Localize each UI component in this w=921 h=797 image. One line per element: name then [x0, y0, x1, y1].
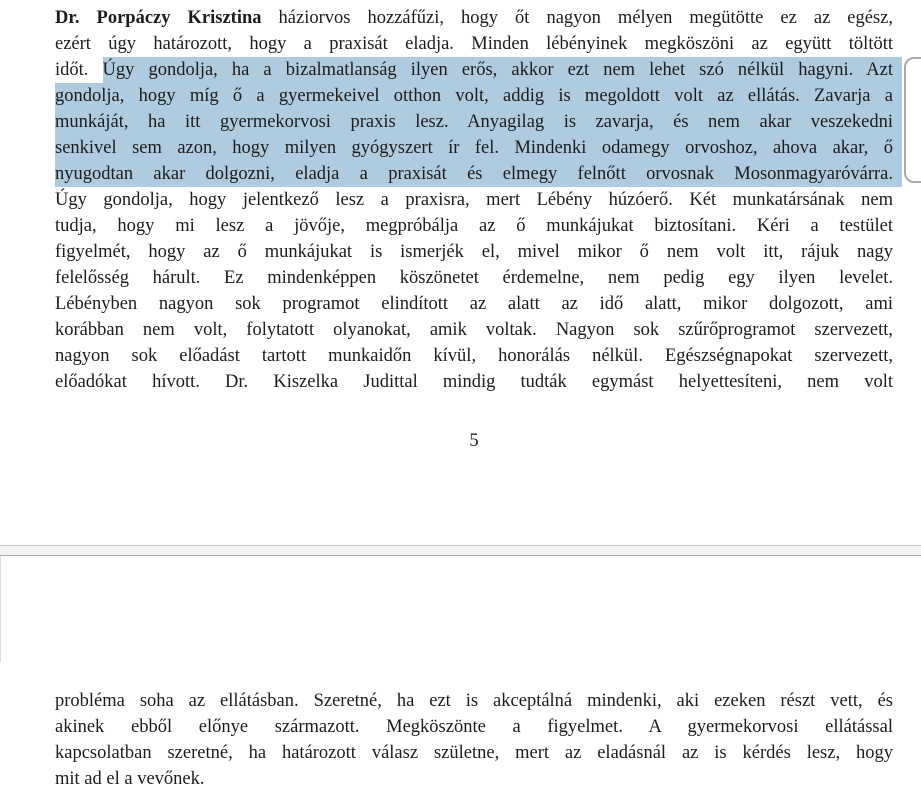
text-line: előadókat hívott. Dr. Kiszelka Judittal mindig tudták egymást helyettesíteni, nem volt: [55, 372, 893, 392]
text-line: [55, 109, 893, 135]
scrollbar-thumb[interactable]: [904, 57, 921, 183]
page6-text-block: [55, 688, 893, 792]
text-line: kapcsolatban szeretné, ha határozott válasz születne, mert az eladásnál az is kérdés lesz, hogy: [55, 743, 893, 763]
text-line: figyelmét, hogy az ő munkájukat is ismerjék el, mivel mikor ő nem volt itt, rájuk nagy: [55, 242, 893, 262]
page-footer: [55, 428, 893, 454]
page-number: 5: [469, 431, 479, 451]
text-line: [55, 83, 893, 109]
text-line: felelősség hárult. Ez mindenképpen köszönetet érdemelne, nem pedig egy ilyen levelet.: [55, 268, 893, 288]
text-line: nagyon sok előadást tartott munkaidőn kívül, honorálás nélkül. Egészségnapokat szervezett,: [55, 346, 893, 366]
text-line: [55, 135, 893, 161]
speaker-name: Dr. Porpáczy Krisztina: [55, 8, 262, 28]
text-line: [55, 161, 893, 187]
text-line: mit ad el a vevőnek.: [55, 769, 205, 789]
text-segment: időt.: [55, 60, 103, 80]
page-separator: [0, 545, 921, 556]
text-line: [55, 5, 893, 31]
selected-text: senkivel sem azon, hogy milyen gyógyszert ír fel. Mindenki odamegy orvoshoz, ahova akar, ő: [55, 135, 893, 161]
page-edge-line: [0, 556, 1, 662]
selected-text: nyugodtan akar dolgozni, eladja a praxisát és elmegy felnőtt orvosnak Mosonmagyaróvárra.: [55, 161, 893, 187]
text-line: probléma soha az ellátásban. Szeretné, ha ezt is akceptálná mindenki, aki ezeken részt vett, és: [55, 691, 893, 711]
text-line: korábban nem volt, folytatott olyanokat, amik voltak. Nagyon sok szűrőprogramot szervezett,: [55, 320, 893, 340]
text-line: [55, 57, 893, 83]
text-line: akinek ebből előnye származott. Megköszönte a figyelmet. A gyermekorvosi ellátással: [55, 717, 893, 737]
text-segment: háziorvos hozzáfűzi, hogy őt nagyon mélyen megütötte ez az egész,: [261, 8, 894, 28]
text-line: ezért úgy határozott, hogy a praxisát eladja. Minden lébényinek megköszöni az együtt töltött: [55, 34, 893, 54]
text-line: Úgy gondolja, hogy jelentkező lesz a praxisra, mert Lébény húzóerő. Két munkatársának nem: [55, 190, 893, 210]
selected-text: munkáját, ha itt gyermekorvosi praxis lesz. Anyagilag is zavarja, és nem akar veszekedni: [55, 109, 893, 135]
text-line: tudja, hogy mi lesz a jövője, megpróbálja az ő munkájukat biztosítani. Kéri a testület: [55, 216, 893, 236]
selected-text: Úgy gondolja, ha a bizalmatlanság ilyen erős, akkor ezt nem lehet szó nélkül hagyni. Azt: [103, 57, 894, 83]
selected-text: gondolja, hogy míg ő a gyermekeivel otthon volt, addig is megoldott volt az ellátás. Zavarja a: [55, 83, 893, 109]
page5-text-block: [55, 5, 893, 395]
text-line: Lébényben nagyon sok programot elindított az alatt az idő alatt, mikor dolgozott, ami: [55, 294, 893, 314]
